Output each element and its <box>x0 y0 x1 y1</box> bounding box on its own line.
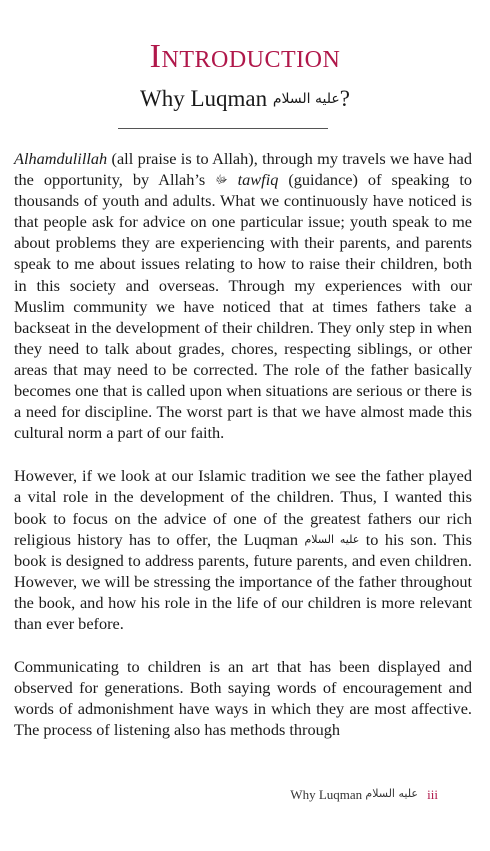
paragraph-1-term-tawfiq: tawfiq <box>237 170 279 190</box>
chapter-title: Introduction <box>149 38 341 75</box>
paragraph-1-text-b: (guidance) of speaking to thousands of youth and adults. What we continuously have noticed is that people ask for advice on one particular issue; youth speak to me about problems they are experiencing with their parents, and parents speak to me about issues relating to how to raise their children, both in this society and overseas. Through my experiences with our Muslim community we have noticed that at times fathers take a backseat in the development of their children. They only step in when they need to talk about grades, chores, respecting siblings, or other areas that may need to be corrected. The role of the father basically becomes one that is called upon when situations are serious or there is a need for discipline. The worst part is that we have almost made this cultural norm a part of our faith. <box>14 170 472 443</box>
paragraph-2-honorific: عليه السلام <box>304 532 360 546</box>
title-divider <box>118 128 328 129</box>
paragraph-1-space <box>228 170 238 189</box>
paragraph-2 <box>14 465 472 634</box>
paragraph-3: Communicating to children is an art that has been displayed and observed for generations. Both saying words of encouragement and words of admonishment have ways in which they are most affective. The process of listening also has methods through <box>14 657 472 740</box>
subtitle-text: Why Luqman <box>140 86 268 111</box>
footer-honorific: عليه السلام <box>365 787 418 800</box>
subtitle-question-mark: ? <box>339 86 350 111</box>
paragraph-1-term-alhamdulillah: Alhamdulillah <box>14 149 108 168</box>
page-footer <box>290 787 438 803</box>
paragraph-2-text-a: However, if we look at our Islamic tradition we see the father played a vital role in the development of the children. Thus, I wanted this book to focus on the advice of one of the greatest fathers our rich religious history has to offer, the Luqman <box>14 466 472 549</box>
paragraph-1-text-a: (all praise is to Allah), through my travels we have had the opportunity, by Allah’s <box>14 149 472 190</box>
page-number: iii <box>427 787 438 802</box>
body-text <box>14 148 472 762</box>
running-title: Why Luqman <box>290 787 363 802</box>
paragraph-2-text-b: to his son. This book is designed to address parents, future parents, and even children. However, we will be stressing the importance of the father throughout the book, and how his role in the life of our children is more relevant than ever before. <box>14 529 473 633</box>
paragraph-1-honorific: ﷻ <box>215 173 228 187</box>
chapter-subtitle <box>0 86 490 112</box>
paragraph-1 <box>14 148 472 443</box>
honorific-glyph: عليه السلام <box>272 91 340 107</box>
